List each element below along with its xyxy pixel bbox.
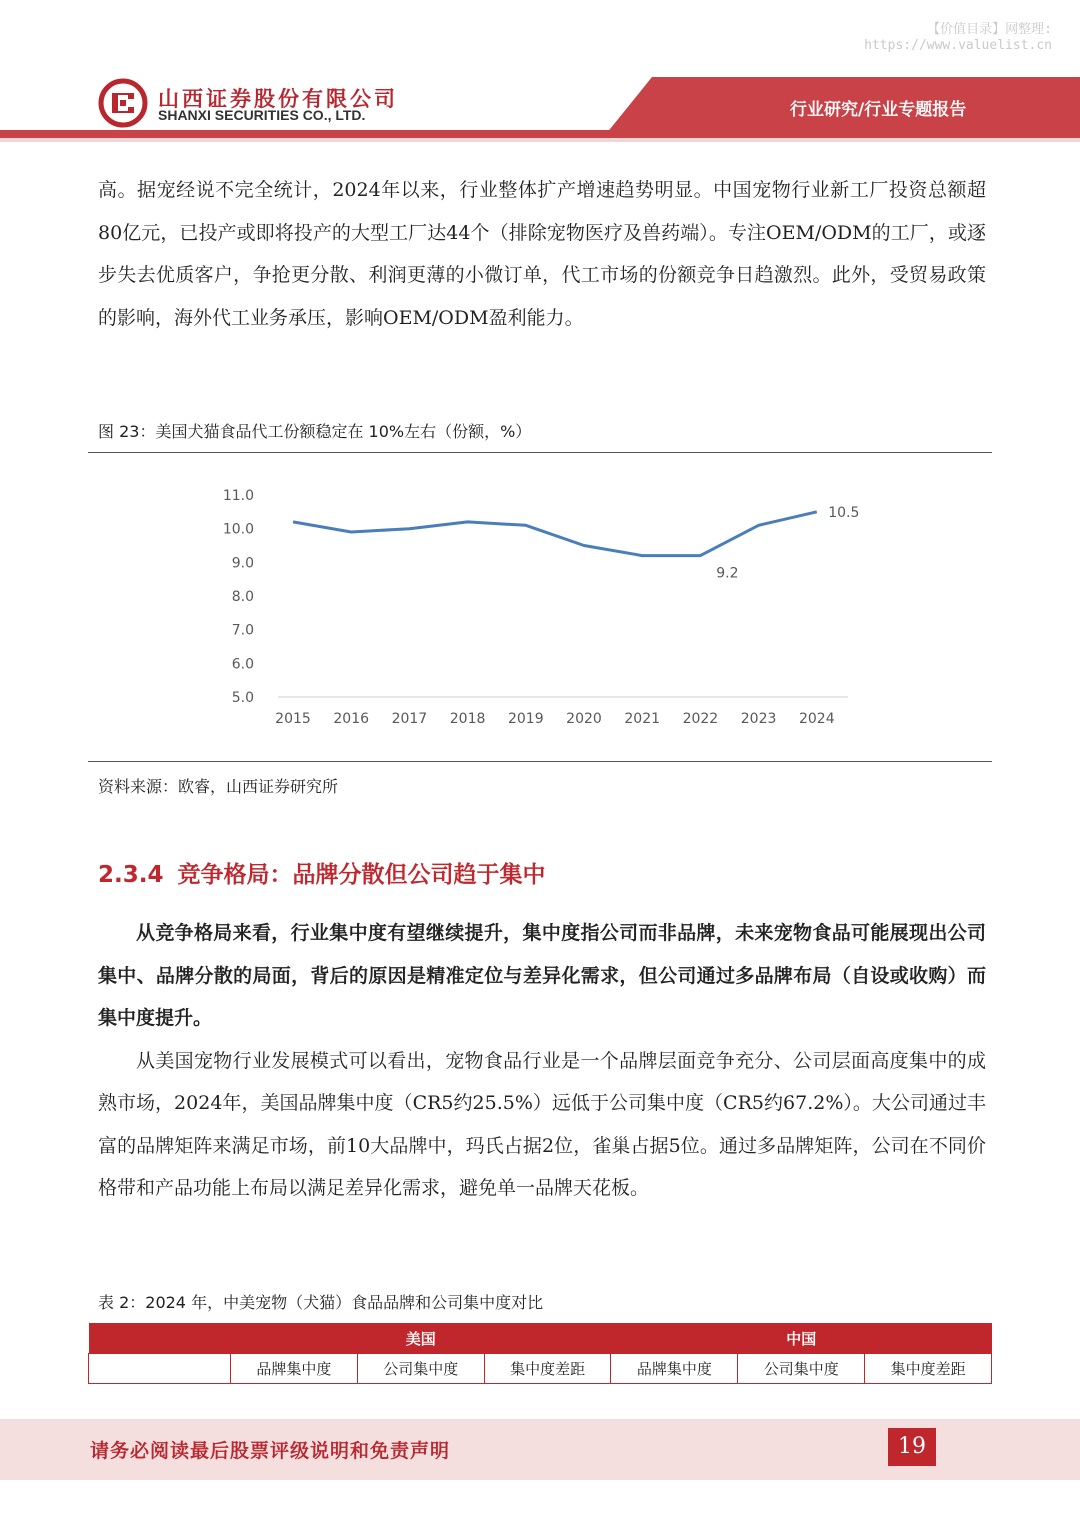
- table-col-us-brand: 品牌集中度: [231, 1354, 358, 1384]
- table-group-us: 美国: [231, 1323, 611, 1354]
- bold-paragraph: 从竞争格局来看，行业集中度有望继续提升，集中度指公司而非品牌，未来宠物食品可能展现出公司集中、品牌分散的局面，背后的原因是精准定位与差异化需求，但公司通过多品牌布局（自设或收购）而集中度提升。: [98, 922, 986, 1029]
- y-tick-label-4: 9.0: [231, 555, 254, 572]
- series-line: [293, 512, 817, 556]
- x-tick-label-3: 2018: [449, 711, 486, 727]
- header-rule-light: [0, 138, 1080, 142]
- x-tick-label-6: 2021: [624, 711, 661, 727]
- data-label-1: 10.5: [828, 504, 860, 521]
- paragraph-us-market: 从美国宠物行业发展模式可以看出，宠物食品行业是一个品牌层面竞争充分、公司层面高度集中的成熟市场，2024年，美国品牌集中度（CR5约25.5%）远低于公司集中度（CR5约67.2%）。大公司通过丰富的品牌矩阵来满足市场，前10大品牌中，玛氏占据2位，雀巢占据5位。通过多品牌矩阵，公司在不同价格带和产品功能上布局以满足差异化需求，避免单一品牌天花板。: [98, 1049, 986, 1199]
- body-paragraph-top: [98, 169, 986, 339]
- table-title: 表 2：2024 年，中美宠物（犬猫）食品品牌和公司集中度对比: [98, 1293, 544, 1312]
- concentration-table: [88, 1323, 992, 1384]
- y-tick-label-5: 10.0: [222, 521, 254, 538]
- table-col-us-gap: 集中度差距: [484, 1354, 611, 1384]
- table-col-cn-company: 公司集中度: [738, 1354, 865, 1384]
- x-tick-label-7: 2022: [682, 711, 719, 727]
- figure-title: 图 23：美国犬猫食品代工份额稳定在 10%左右（份额，%）: [98, 422, 532, 441]
- header-rule: [0, 130, 1080, 138]
- section-title: 竞争格局：品牌分散但公司趋于集中: [177, 862, 546, 888]
- figure-top-rule: [88, 452, 992, 453]
- x-tick-label-2: 2017: [391, 711, 428, 727]
- y-tick-label-6: 11.0: [222, 488, 254, 504]
- x-tick-label-4: 2019: [507, 711, 544, 727]
- y-tick-label-3: 8.0: [231, 589, 254, 605]
- section-number: 2.3.4: [98, 862, 164, 888]
- section-heading: [98, 856, 546, 889]
- company-name-cn: 山西证券股份有限公司: [158, 87, 398, 111]
- table-group-blank: [89, 1323, 231, 1354]
- table-header-row: [89, 1354, 992, 1384]
- footer-disclaimer: 请务必阅读最后股票评级说明和免责声明: [90, 1440, 451, 1462]
- body-paragraphs: [98, 912, 986, 1210]
- x-tick-label-1: 2016: [333, 711, 370, 727]
- data-label-0: 9.2: [716, 565, 739, 582]
- table-group-row: [89, 1323, 992, 1354]
- table-col-cn-gap: 集中度差距: [865, 1354, 992, 1384]
- y-axis: [223, 488, 254, 706]
- data-labels: [716, 505, 859, 582]
- y-tick-label-0: 5.0: [231, 690, 254, 706]
- table-col-us-company: 公司集中度: [357, 1354, 484, 1384]
- line-chart: [88, 470, 992, 750]
- company-logo-icon: [98, 78, 148, 128]
- x-axis: [275, 711, 835, 727]
- x-tick-label-9: 2024: [798, 711, 835, 727]
- figure-bottom-rule: [88, 761, 992, 762]
- x-tick-label-5: 2020: [566, 711, 602, 727]
- report-type: 行业研究/行业专题报告: [790, 100, 967, 120]
- x-tick-label-8: 2023: [740, 711, 777, 727]
- table-col-0: [89, 1354, 231, 1384]
- table-group-cn: 中国: [611, 1323, 992, 1354]
- x-tick-label-0: 2015: [275, 711, 311, 727]
- figure-source: 资料来源：欧睿，山西证券研究所: [98, 777, 339, 796]
- watermark-line1: 【价值目录】网整理:: [927, 22, 1052, 37]
- paragraph-text: 高。据宠经说不完全统计，2024年以来，行业整体扩产增速趋势明显。中国宠物行业新工厂投资总额超80亿元，已投产或即将投产的大型工厂达44个（排除宠物医疗及兽药端）。专注OEM/ODM的工厂，或逐步失去优质客户，争抢更分散、利润更薄的小微订单，代工市场的份额竞争日趋激烈。此外，受贸易政策的影响，海外代工业务承压，影响OEM/ODM盈利能力。: [98, 179, 986, 329]
- page-number: 19: [888, 1428, 936, 1466]
- y-tick-label-2: 7.0: [231, 622, 254, 639]
- company-name-en: SHANXI SECURITIES CO., LTD.: [158, 107, 366, 123]
- watermark-line2: https://www.valuelist.cn: [864, 38, 1052, 53]
- table-col-cn-brand: 品牌集中度: [611, 1354, 738, 1384]
- y-tick-label-1: 6.0: [231, 656, 254, 673]
